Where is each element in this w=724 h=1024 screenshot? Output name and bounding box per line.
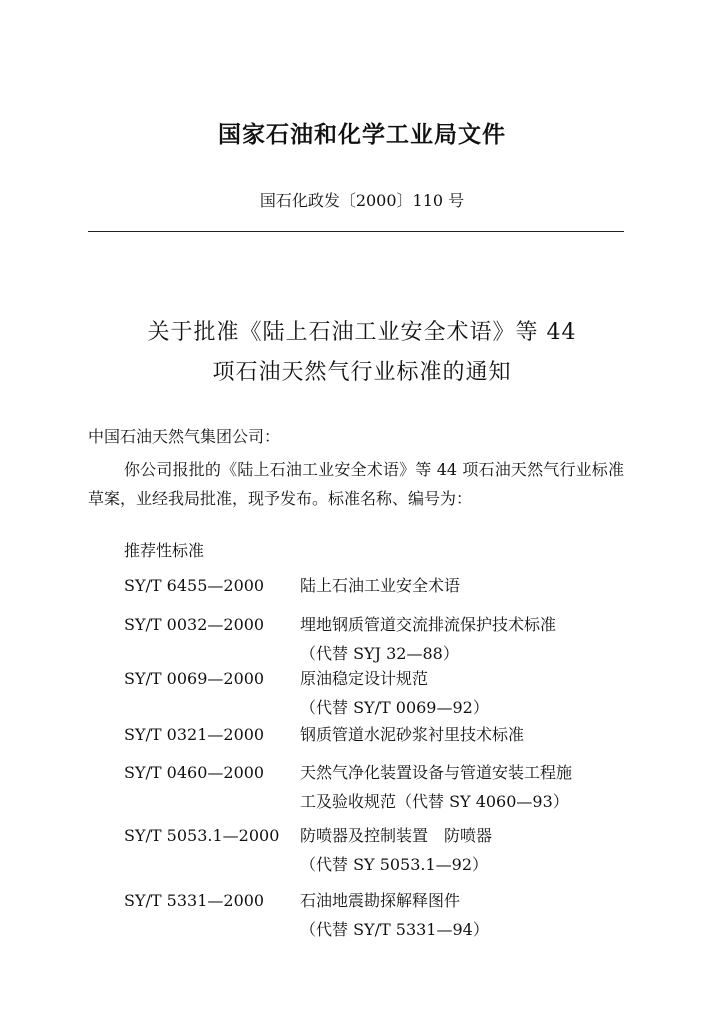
header-divider bbox=[88, 231, 624, 232]
standard-name-block bbox=[300, 571, 640, 600]
standard-replacement-note: （代替 SYJ 32—88） bbox=[300, 644, 459, 663]
standard-name-block bbox=[300, 886, 640, 944]
standard-name: 钢质管道水泥砂浆衬里技术标准 bbox=[300, 725, 525, 744]
standard-name-block bbox=[300, 610, 640, 668]
notice-title-line-1: 关于批准《陆上石油工业安全术语》等 44 bbox=[147, 320, 577, 345]
standard-category-heading: 推荐性标准 bbox=[124, 541, 205, 560]
document-number: 国石化政发〔2000〕110 号 bbox=[259, 191, 465, 210]
standard-code: SY/T 0069—2000 bbox=[124, 669, 265, 688]
standard-name: 防喷器及控制装置 防喷器 bbox=[300, 826, 493, 845]
standard-name: 天然气净化装置设备与管道安装工程施 bbox=[300, 763, 573, 782]
standard-name: 埋地钢质管道交流排流保护技术标准 bbox=[300, 615, 557, 634]
standard-code: SY/T 0321—2000 bbox=[124, 725, 265, 744]
standard-name-block bbox=[300, 720, 640, 749]
standard-name-block bbox=[300, 758, 640, 816]
standard-replacement-note: （代替 SY/T 0069—92） bbox=[300, 698, 489, 717]
standard-code: SY/T 5331—2000 bbox=[124, 891, 265, 910]
standard-name: 原油稳定设计规范 bbox=[300, 669, 429, 688]
notice-title-line-2: 项石油天然气行业标准的通知 bbox=[212, 360, 512, 385]
body-paragraph: 你公司报批的《陆上石油工业安全术语》等 44 项石油天然气行业标准草案，业经我局批准，现予发布。标准名称、编号为： bbox=[88, 460, 624, 508]
standard-replacement-note: 工及验收规范（代替 SY 4060—93） bbox=[300, 792, 569, 811]
standard-replacement-note: （代替 SY/T 5331—94） bbox=[300, 920, 489, 939]
standard-name-block bbox=[300, 664, 640, 722]
salutation: 中国石油天然气集团公司： bbox=[88, 427, 281, 446]
issuing-agency-header: 国家石油和化学工业局文件 bbox=[218, 122, 506, 148]
standard-name-block bbox=[300, 821, 640, 879]
standard-replacement-note: （代替 SY 5053.1—92） bbox=[300, 855, 489, 874]
standard-code: SY/T 6455—2000 bbox=[124, 576, 265, 595]
standard-code: SY/T 0460—2000 bbox=[124, 763, 265, 782]
standard-code: SY/T 0032—2000 bbox=[124, 615, 265, 634]
standard-name: 石油地震勘探解释图件 bbox=[300, 891, 461, 910]
standard-name: 陆上石油工业安全术语 bbox=[300, 576, 461, 595]
standard-code: SY/T 5053.1—2000 bbox=[124, 826, 280, 845]
